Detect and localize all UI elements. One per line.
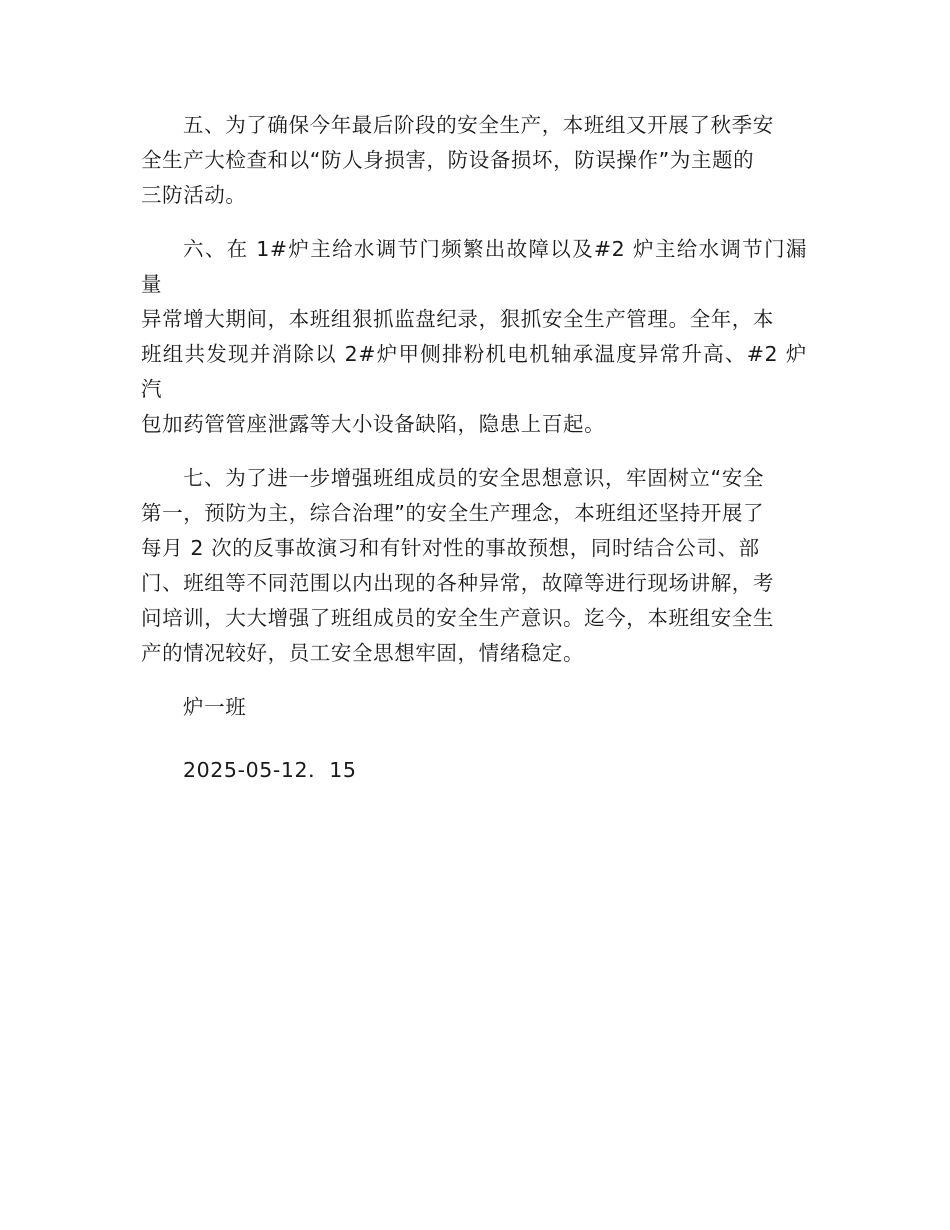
paragraph-7: 七、为了进一步增强班组成员的安全思想意识，牢固树立“安全 第一，预防为主，综合治理”的安全生产理念，本班组还坚持开展了 每月 2 次的反事故演习和有针对性的事故预想，同时结合公司、部 门、班组等不同范围以内出现的各种异常，故障等进行现场讲解，考 问培训，大大增强了班组成员的安全生产意识。迄今，本班组安全生 产的情况较好，员工安全思想牢固，情绪稳定。 bbox=[141, 466, 774, 665]
signature-date: 2025-05-12．15 bbox=[183, 758, 357, 782]
signature-team: 炉一班 bbox=[183, 695, 247, 719]
paragraph-5: 五、为了确保今年最后阶段的安全生产，本班组又开展了秋季安 全生产大检查和以“防人身损害，防设备损坏，防误操作”为主题的 三防活动。 bbox=[141, 113, 774, 207]
paragraph-6: 六、在 1#炉主给水调节门频繁出故障以及#2 炉主给水调节门漏量 异常增大期间，本班组狠抓监盘纪录，狠抓安全生产管理。全年，本 班组共发现并消除以 2#炉甲侧排粉机电机轴承温度异常升高、#2 炉汽 包加药管管座泄露等大小设备缺陷，隐患上百起。 bbox=[141, 237, 807, 436]
document-body bbox=[141, 108, 807, 816]
